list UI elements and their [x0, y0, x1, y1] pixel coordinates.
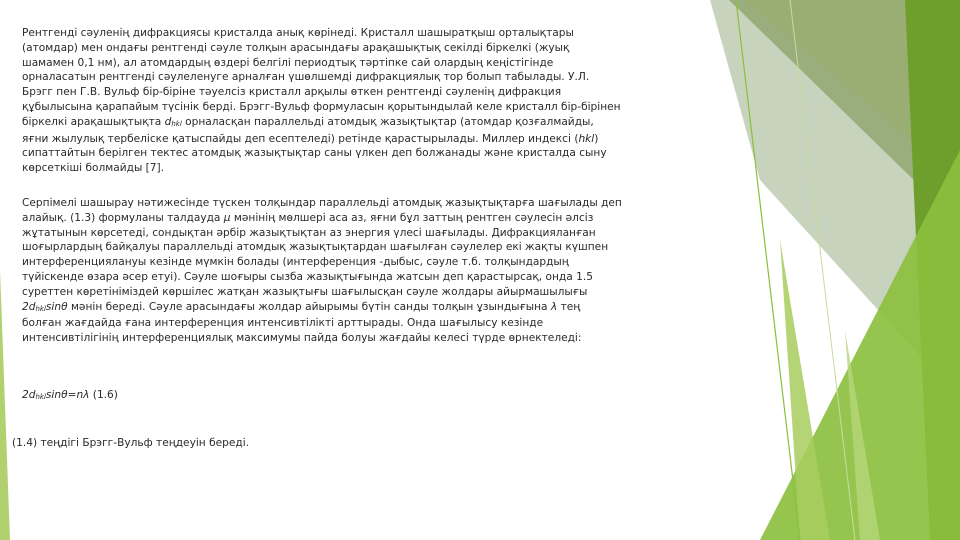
p2-text-4: тең болған жағдайда ғана интерференция интенсивтілікті арттырады. Онда шағылысу кезінде интенсивтілігінің интерференциялық максимумы пайда болуы жағдайы келесі түрде өрнектеледі:: [22, 300, 582, 345]
p2-expr-subscript: hkl: [35, 304, 46, 313]
p1-text-2: орналасқан параллельді атомдық жазықтықтар (атомдар қозғалмайды, яғни жылулық тербеліске қатыспайды деп есептеледі) ретінде қарастырылады. Миллер индексі (: [22, 115, 594, 145]
p1-text-1: Рентгенді сәуленің дифракциясы кристалда анық көрінеді. Кристалл шашыратқыш орталықтары (атомдар) мен ондағы рентгенді сәуле толқын арасындағы арақашықтық секілді біркелкі (жуық шамамен 0,1 нм), ал атомдардың өздері белгілі периодтық тәртіпке сай олардың кеңістігінде орналасатын рентгенді сәулеленуге арналған үшөлшемді дифракциялық тор болып табылады. У.Л. Брэгг пен Г.В. Вульф бір-біріне тәуелсіз кристалл арқылы өткен рентгенді сәуленің дифракция құбылысына қарапайым түсінік берді. Брэгг-Вульф формуласын қорытындылай келе кристалл бір-бірінен біркелкі арақашықтықта: [22, 27, 621, 128]
equation-number: (1.6): [89, 389, 118, 401]
p2-lambda-symbol: λ: [550, 300, 558, 313]
p2-text-3: мәнін береді. Сәуле арасындағы жолдар айырымы бүтін санды толқын ұзындығына: [67, 300, 551, 313]
equation-subscript: hkl: [35, 393, 46, 401]
p2-expr-a: 2d: [22, 300, 36, 313]
equation-lhs-a: 2d: [22, 389, 36, 401]
p2-text-2: мәнінің мөлшері аса аз, яғни бұл заттың рентген сәулесін әлсіз жұтатынын көрсетеді, сондықтан әрбір жазықтықтан аз энергия үлесі шағылады. Дифракцияланған шоғырлардың байқалуы параллельді атомдық жазықтықтардан шағылған сәулелер екі жақты күшпен интерференциялануы кезінде мүмкін болады (интерференция -дыбыс, сәуле т.б. толқындардың түйіскенде өзара әсер етуі). Сәуле шоғыры сызба жазықтығында жатсын деп қарастырсақ, онда 1.5 суреттен көретініміздей көршілес жатқан жазықтығы шағылысқан сәуле жолдары айырмашылығы: [22, 211, 609, 298]
p2-text-1: Серпімелі шашырау нәтижесінде түскен толқындар параллельді атомдық жазықтықтарға шағылады деп алайық. (1.3) формуланы талдауда: [22, 197, 622, 224]
paragraph-1: [22, 26, 622, 176]
equation-1-6: [22, 389, 118, 401]
p1-d-symbol: d: [164, 115, 172, 128]
conclusion-line: (1.4) теңдігі Брэгг-Вульф теңдеуін береді.: [12, 437, 250, 449]
p2-expr-b: sinθ: [45, 300, 68, 313]
p1-hkl: hkl: [578, 132, 595, 145]
p2-mu-symbol: μ: [223, 211, 231, 224]
p1-d-subscript: hkl: [171, 119, 182, 128]
equation-lhs-b: sinθ=nλ: [45, 389, 90, 401]
left-green-sliver: [0, 270, 10, 540]
p1-text-3: ) сипаттайтын берілген тектес атомдық жазықтықтар саны үлкен деп болжанады және кристалда сыну көрсеткіші болмайды [7].: [22, 132, 607, 175]
paragraph-2: [22, 196, 622, 346]
